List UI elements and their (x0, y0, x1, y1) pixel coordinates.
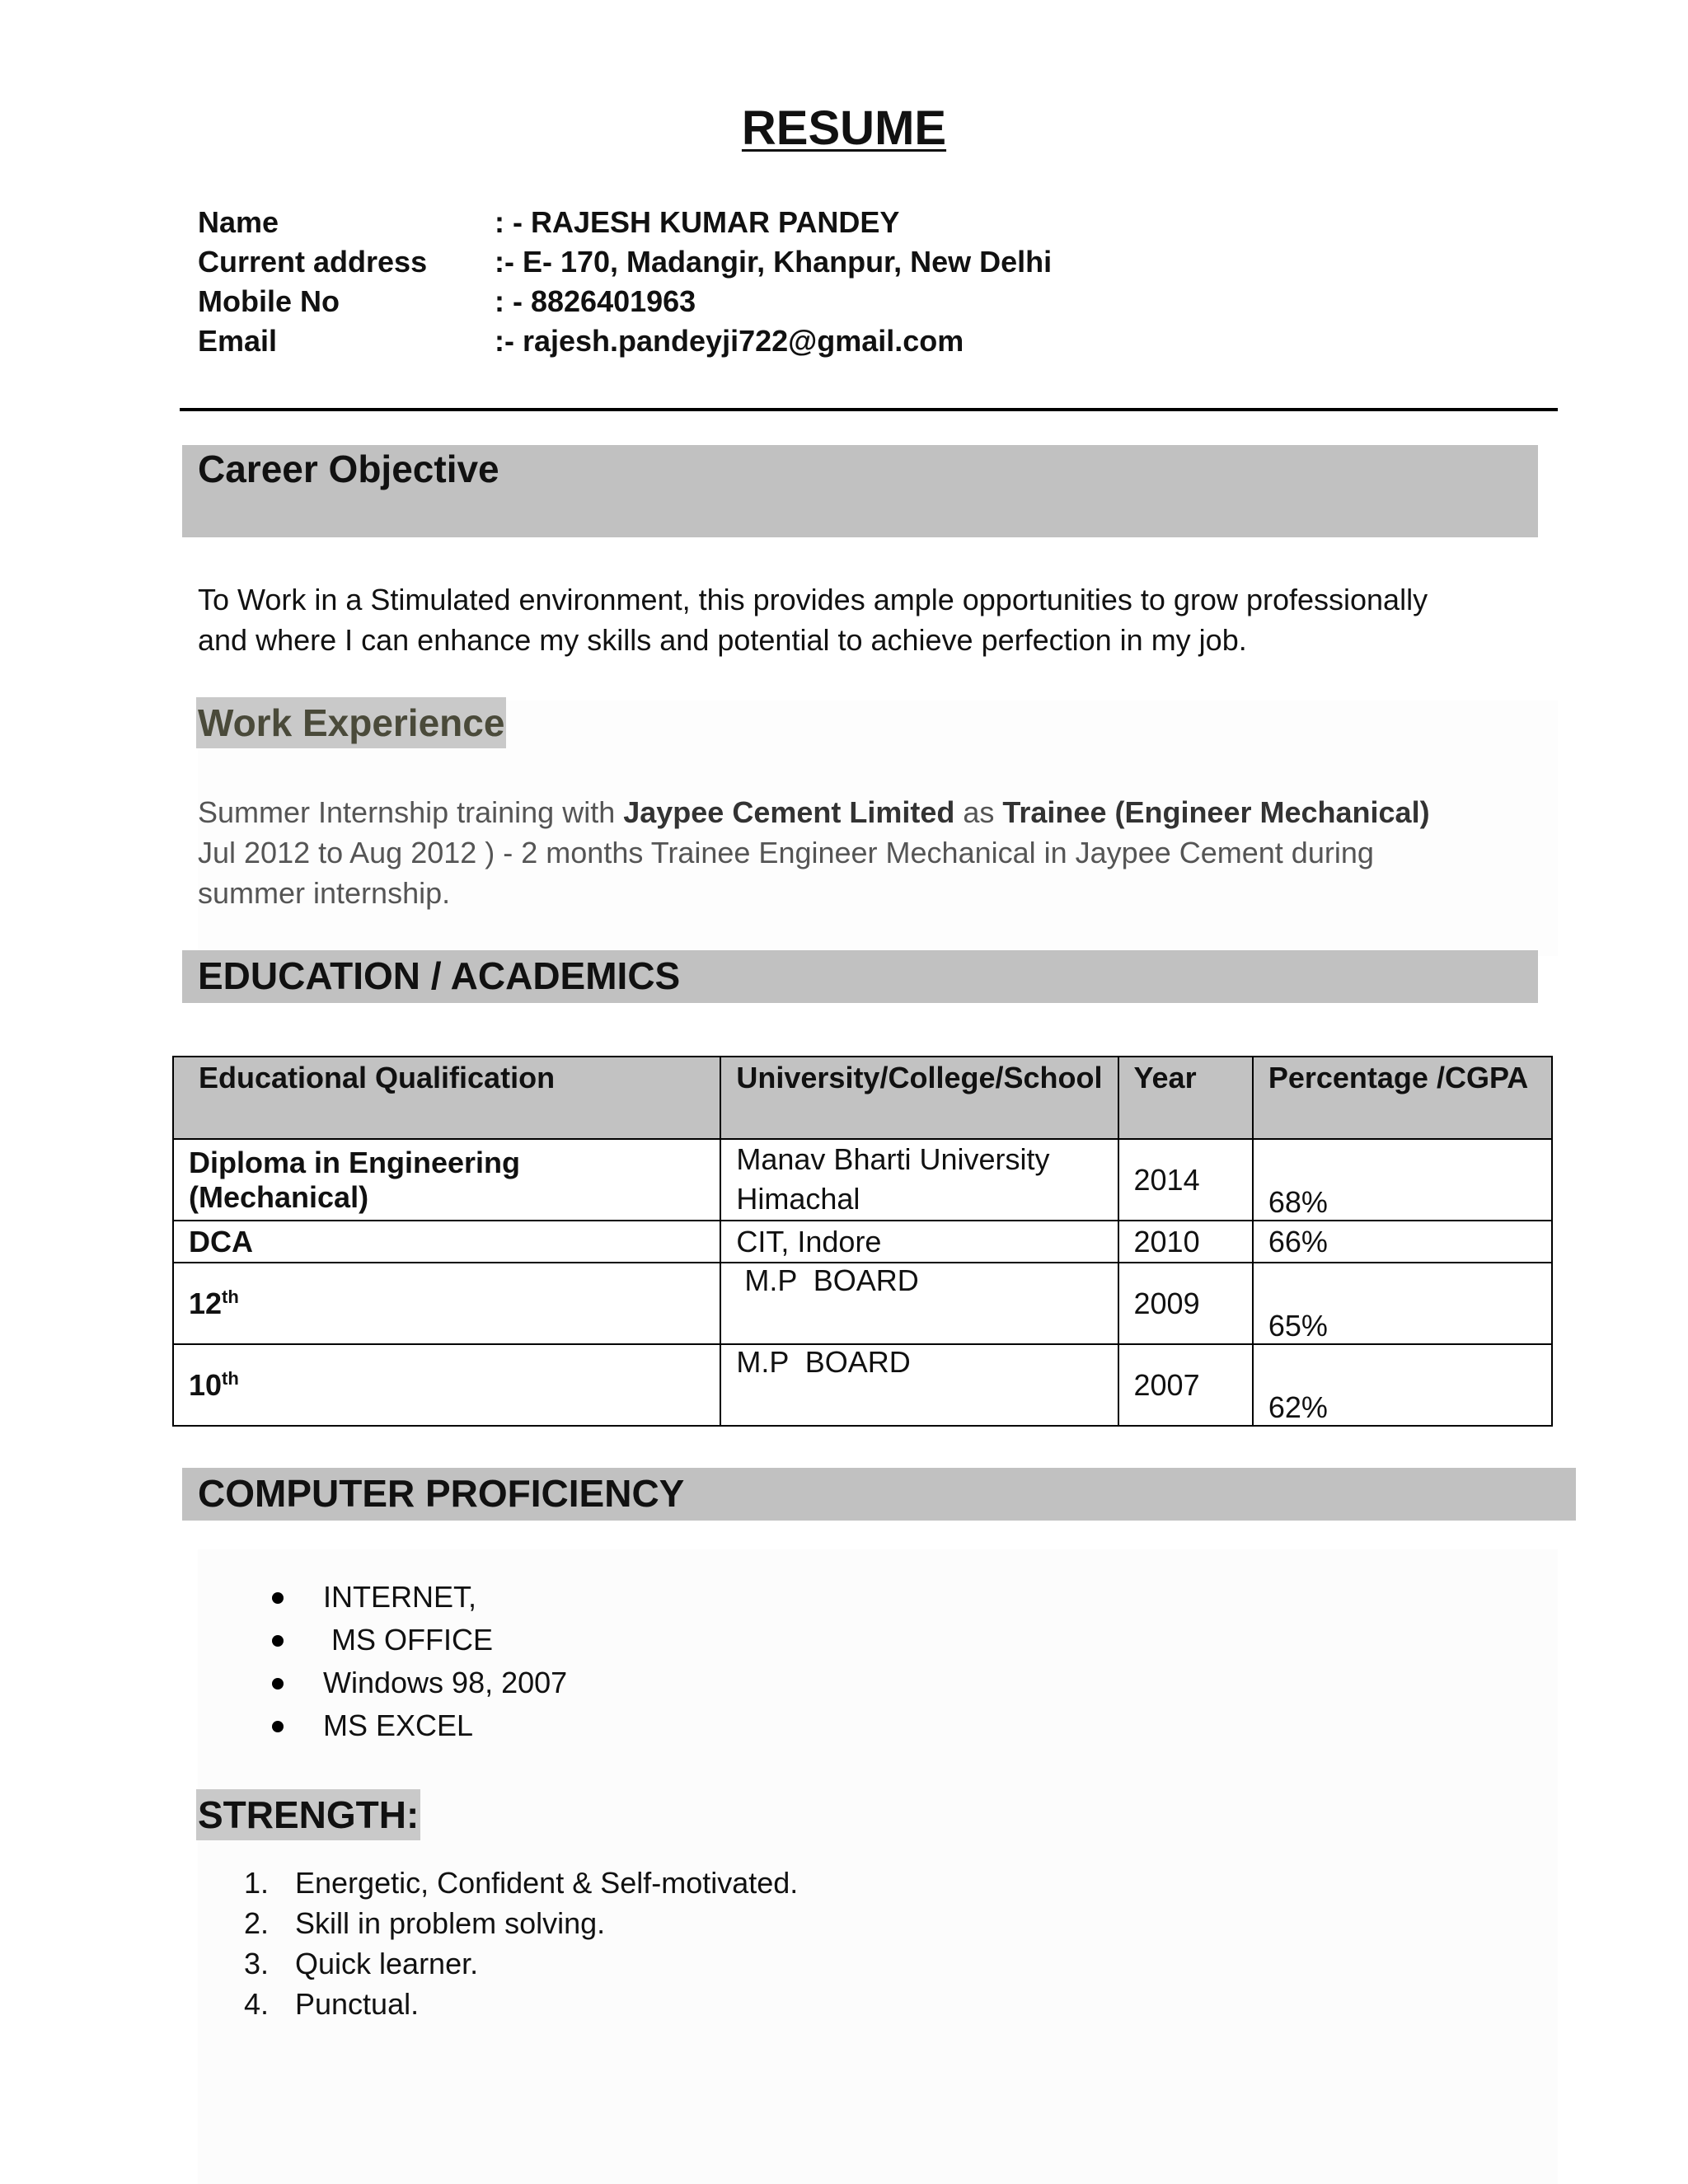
mobile-value: : - 8826401963 (495, 284, 696, 318)
year-cell: 2009 (1118, 1263, 1253, 1344)
bullet-icon (272, 1592, 284, 1604)
strengths-list (244, 1863, 798, 2024)
qualification-text: 12 (189, 1286, 223, 1320)
item-number: 1. (244, 1866, 270, 1900)
column-header: Year (1118, 1057, 1253, 1139)
list-item (244, 1903, 798, 1943)
mobile-label: Mobile No (198, 284, 340, 318)
table-header-row (173, 1057, 1552, 1139)
table-row (173, 1263, 1552, 1344)
percent-cell: 62% (1253, 1344, 1552, 1426)
school-cell: M.P BOARD (720, 1344, 1118, 1426)
divider (180, 408, 1558, 411)
address-label: Current address (198, 245, 428, 279)
name-value: : - RAJESH KUMAR PANDEY (495, 205, 900, 239)
education-heading: EDUCATION / ACADEMICS (198, 954, 681, 997)
work-as: as (954, 795, 1003, 829)
strength-text: Punctual. (295, 1987, 420, 2021)
year-cell: 2014 (1118, 1139, 1253, 1221)
strength-heading: STRENGTH: (196, 1789, 420, 1840)
work-experience-line-1 (198, 792, 1430, 832)
percent-cell: 66% (1253, 1221, 1552, 1263)
table-row (173, 1344, 1552, 1426)
column-header: Educational Qualification (173, 1057, 720, 1139)
list-item (244, 1943, 798, 1984)
item-number: 3. (244, 1947, 270, 1980)
qualification-text: 10 (189, 1367, 223, 1402)
qualification-cell (173, 1263, 720, 1344)
school-cell (720, 1139, 1118, 1221)
column-header: Percentage /CGPA (1253, 1057, 1552, 1139)
table-row (173, 1139, 1552, 1221)
skill-text: MS EXCEL (323, 1708, 474, 1742)
column-header: University/College/School (720, 1057, 1118, 1139)
list-item (272, 1704, 567, 1747)
name-label: Name (198, 205, 279, 239)
page-title: RESUME (741, 101, 947, 155)
bullet-icon (272, 1678, 284, 1690)
work-experience-line-3: summer internship. (198, 876, 451, 910)
work-experience-heading: Work Experience (196, 697, 506, 748)
list-item (272, 1661, 567, 1704)
school-line: Manav Bharti University (736, 1142, 1050, 1176)
qualification-cell: DCA (173, 1221, 720, 1263)
school-cell: CIT, Indore (720, 1221, 1118, 1263)
bullet-icon (272, 1721, 284, 1732)
bullet-icon (272, 1635, 284, 1647)
career-objective-line-1: To Work in a Stimulated environment, this provides ample opportunities to grow professionally (198, 583, 1428, 616)
year-cell: 2010 (1118, 1221, 1253, 1263)
strength-text: Skill in problem solving. (295, 1906, 606, 1940)
item-number: 4. (244, 1987, 270, 2021)
list-item (244, 1984, 798, 2024)
item-number: 2. (244, 1906, 270, 1940)
work-intro: Summer Internship training with (198, 795, 624, 829)
list-item (272, 1576, 567, 1619)
work-role: Trainee (Engineer Mechanical) (1002, 795, 1430, 829)
qualification-cell: Diploma in Engineering (Mechanical) (173, 1139, 720, 1221)
email-label: Email (198, 324, 278, 358)
work-experience-line-2: Jul 2012 to Aug 2012 ) - 2 months Trainee Engineer Mechanical in Jaypee Cement during (198, 836, 1374, 869)
ordinal-suffix: th (222, 1367, 239, 1389)
table-row (173, 1221, 1552, 1263)
school-line: Himachal (736, 1182, 860, 1216)
skills-list (272, 1576, 567, 1747)
education-table (172, 1056, 1553, 1427)
email-value: :- rajesh.pandeyji722@gmail.com (495, 324, 964, 358)
percent-cell: 68% (1253, 1139, 1552, 1221)
skill-text: INTERNET, (323, 1580, 477, 1614)
career-objective-heading: Career Objective (198, 448, 499, 490)
year-cell: 2007 (1118, 1344, 1253, 1426)
strength-text: Energetic, Confident & Self-motivated. (295, 1866, 799, 1900)
work-company: Jaypee Cement Limited (623, 795, 955, 829)
skill-text: Windows 98, 2007 (323, 1666, 568, 1699)
list-item (272, 1619, 567, 1661)
percent-cell: 65% (1253, 1263, 1552, 1344)
qualification-cell (173, 1344, 720, 1426)
list-item (244, 1863, 798, 1903)
computer-proficiency-heading: COMPUTER PROFICIENCY (198, 1472, 685, 1515)
strength-text: Quick learner. (295, 1947, 479, 1980)
school-cell: M.P BOARD (720, 1263, 1118, 1344)
address-value: :- E- 170, Madangir, Khanpur, New Delhi (495, 245, 1053, 279)
career-objective-line-2: and where I can enhance my skills and potential to achieve perfection in my job. (198, 623, 1247, 657)
ordinal-suffix: th (222, 1286, 239, 1307)
skill-text: MS OFFICE (323, 1623, 493, 1657)
